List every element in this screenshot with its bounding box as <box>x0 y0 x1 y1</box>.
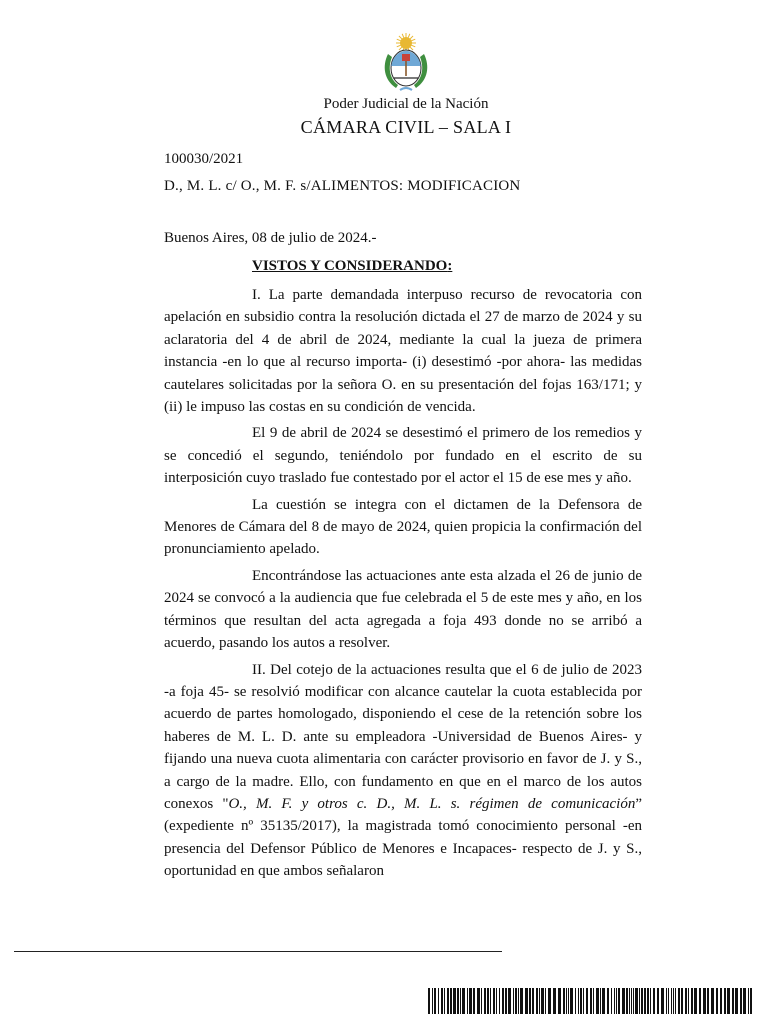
paragraph <box>164 659 642 883</box>
chamber-name: CÁMARA CIVIL – SALA I <box>300 117 512 137</box>
cited-case-title: O., M. F. y otros c. D., M. L. s. régimen de comunicación <box>228 795 636 812</box>
paragraph-text: ” (expediente nº 35135/2017), la magistrada tomó conocimiento personal -en presencia del Defensor Público de Menores e Incapaces- respecto de J. y S., oportunidad en que ambos señalaron <box>164 795 642 880</box>
paragraph: I. La parte demandada interpuso recurso de revocatoria con apelación en subsidio contra la resolución dictada el 27 de marzo de 2024 y su aclaratoria del 4 de abril de 2024, mediante la cual la jueza de primera instancia -en lo que al recurso importa- (i) desestimó -por ahora- las medidas cautelares solicitadas por la señora O. en su presentación del fojas 163/171; y (ii) le impuso las costas en su condición de vencida. <box>164 287 642 416</box>
barcode-icon <box>428 988 756 1014</box>
footer-divider <box>14 951 502 952</box>
section-heading-colon: : <box>447 258 453 274</box>
institution-name: Poder Judicial de la Nación <box>323 96 489 112</box>
paragraph-text: II. Del cotejo de la actuaciones resulta que el 6 de julio de 2023 -a foja 45- se resolvió modificar con alcance cautelar la cuota establecida por acuerdo de partes homologado, disponiendo el cese de la retención sobre los haberes de M. L. D. ante su empleadora -Universidad de Buenos Aires- y fijando una nueva cuota alimentaria con carácter provisorio en favor de J. y S., a cargo de la madre. Ello, con fundamento en que en el marco de los autos conexos " <box>164 661 642 812</box>
national-coat-of-arms-icon <box>380 32 432 94</box>
document-body <box>164 284 642 887</box>
section-heading <box>252 258 452 275</box>
paragraph: El 9 de abril de 2024 se desestimó el primero de los remedios y se concedió el segundo, teniéndolo por fundado en el escrito de su interposición cuyo traslado fue contestado por el actor el 15 de ese mes y año. <box>164 425 642 487</box>
paragraph: La cuestión se integra con el dictamen de la Defensora de Menores de Cámara del 8 de mayo de 2024, quien propicia la confirmación del pronunciamiento apelado. <box>164 496 642 558</box>
case-number: 100030/2021 <box>164 151 244 167</box>
section-heading-text: VISTOS Y CONSIDERANDO <box>252 258 448 274</box>
paragraph: Encontrándose las actuaciones ante esta alzada el 26 de junio de 2024 se convocó a la audiencia que fue celebrada el 5 de este mes y año, en los términos que resultan del acta agregada a foja 493 donde no se arribó a acuerdo, pasando los autos a resolver. <box>164 567 642 652</box>
date-line: Buenos Aires, 08 de julio de 2024.- <box>164 230 377 246</box>
case-caption: D., M. L. c/ O., M. F. s/ALIMENTOS: MODIFICACION <box>164 178 521 194</box>
